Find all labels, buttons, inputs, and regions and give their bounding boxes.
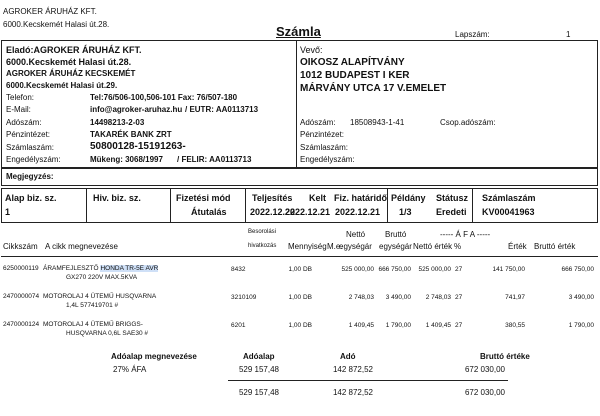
seller-email: info@agroker-aruhaz.hu <box>90 105 183 114</box>
total-tax: 142 872,52 <box>332 388 373 397</box>
notes-label: Megjegyzés: <box>6 172 54 181</box>
seller-label: Eladó:AGROKER ÁRUHÁZ KFT. <box>6 45 142 55</box>
page-number-value: 1 <box>566 30 571 39</box>
item-gross: 666 750,00 <box>378 266 411 273</box>
table-row <box>0 265 600 287</box>
item-class: 6201 <box>231 322 246 329</box>
summary-tax-label: Adó <box>340 352 356 361</box>
buyer-label: Vevő: <box>300 45 323 55</box>
summary-gross: 672 030,00 <box>464 365 505 374</box>
col-netval: Nettó érték <box>413 242 453 251</box>
buyer-address: 1012 BUDAPEST I KER <box>300 70 410 81</box>
seller-felir: / FELIR: AA0113713 <box>177 155 252 164</box>
summary-rule <box>228 380 508 381</box>
seller-address: 6000.Kecskemét Halasi út.28. <box>6 57 132 67</box>
item-qty: 1,00 DB <box>288 322 312 329</box>
item-vat: 141 750,00 <box>492 266 525 273</box>
col-net-2: egységár <box>339 242 372 251</box>
hiv-label: Hiv. biz. sz. <box>93 193 141 203</box>
fulfil-value: 2022.12.22 <box>250 207 296 217</box>
invoice-number-value: KV00041963 <box>482 207 535 217</box>
payment-label: Fizetési mód <box>176 193 231 203</box>
col-gross-2: egységár <box>379 242 412 251</box>
fulfil-label: Teljesítés <box>252 193 293 203</box>
item-netval: 525 000,00 <box>418 266 451 273</box>
item-name: MOTOROLAJ 4 ÜTEMŰ BRIGGS- <box>43 321 143 328</box>
seller-email-label: E-Mail: <box>6 105 31 114</box>
table-header-rule <box>1 256 598 257</box>
item-code: 2470000074 <box>3 293 40 300</box>
item-class: 8432 <box>231 266 246 273</box>
col-unit: M.e. <box>327 242 343 251</box>
col-class-label-1: Besorolási <box>248 229 277 235</box>
col-pct: % <box>454 242 462 251</box>
base-doc-value: 1 <box>5 207 11 217</box>
copy-label: Példány <box>391 193 426 203</box>
seller-branch-address: 6000.Kecskemét Halasi út.29. <box>6 81 118 90</box>
base-doc-label: Alap biz. sz. <box>5 193 57 203</box>
item-netval: 1 409,45 <box>425 322 451 329</box>
seller-tax-label: Adószám: <box>6 118 42 127</box>
payment-value: Átutalás <box>191 207 227 217</box>
item-grossval: 666 750,00 <box>561 266 594 273</box>
buyer-name: OIKOSZ ALAPÍTVÁNY <box>300 57 405 68</box>
item-grossval: 1 790,00 <box>568 322 594 329</box>
seller-permit: Mükeng: 3068/1997 <box>90 155 163 164</box>
seller-phone-label: Telefon: <box>6 93 35 102</box>
item-code: 2470000124 <box>3 321 40 328</box>
col-class-label-2: hivatkozás <box>248 243 277 249</box>
col-qty: Mennyiség <box>288 242 327 251</box>
info-sep-1 <box>86 188 87 223</box>
summary-base-label: Adóalap <box>243 352 275 361</box>
invoice-number-label: Számlaszám <box>482 193 536 203</box>
table-row <box>0 293 600 315</box>
seller-bank-label: Pénzintézet: <box>6 130 51 139</box>
item-net: 525 000,00 <box>341 266 374 273</box>
info-sep-2 <box>170 188 171 223</box>
item-vat: 380,55 <box>505 322 525 329</box>
item-netval: 2 748,03 <box>425 294 451 301</box>
info-sep-3 <box>245 188 246 223</box>
item-qty: 1,00 DB <box>288 294 312 301</box>
party-divider <box>296 40 297 168</box>
item-code: 6250000119 <box>3 265 39 272</box>
item-pct: 27 <box>455 322 463 329</box>
buyer-account-label: Számlaszám: <box>300 143 349 152</box>
total-gross: 672 030,00 <box>464 388 505 397</box>
item-net: 2 748,03 <box>348 294 374 301</box>
buyer-permit-label: Engedélyszám: <box>300 155 355 164</box>
seller-bank: TAKARÉK BANK ZRT <box>90 130 172 139</box>
summary-base: 529 157,48 <box>238 365 279 374</box>
col-code: Cikkszám <box>3 242 38 251</box>
buyer-group-tax-label: Csop.adószám: <box>440 118 496 127</box>
total-base: 529 157,48 <box>238 388 279 397</box>
page-title: Számla <box>276 24 321 39</box>
summary-name-label: Adóalap megnevezése <box>111 352 197 361</box>
item-name-line2: GX270 220V MAX.5KVA <box>66 274 138 281</box>
status-label: Státusz <box>436 193 469 203</box>
item-pct: 27 <box>455 266 463 273</box>
buyer-tax-label: Adószám: <box>300 118 336 127</box>
header-company: AGROKER ÁRUHÁZ KFT. <box>3 7 97 16</box>
buyer-tax: 18508943-1-41 <box>350 118 405 127</box>
item-grossval: 3 490,00 <box>568 294 594 301</box>
col-vat-header: ----- Á F A ----- <box>440 230 491 239</box>
summary-gross-label: Bruttó értéke <box>480 352 530 361</box>
item-name: MOTOROLAJ 4 ÜTEMŰ HUSQVARNA <box>43 293 157 300</box>
copy-value: 1/3 <box>399 207 412 217</box>
col-net-1: Nettó <box>346 230 366 239</box>
issued-label: Kelt <box>309 193 327 203</box>
info-sep-5 <box>472 188 473 223</box>
item-pct: 27 <box>455 294 463 301</box>
summary-rate: 27% ÁFA <box>113 365 147 374</box>
item-net: 1 409,45 <box>348 322 374 329</box>
status-value: Eredeti <box>436 207 467 217</box>
item-qty: 1,00 DB <box>288 266 312 273</box>
due-value: 2022.12.21 <box>335 207 381 217</box>
seller-phone: Tel:76/506-100,506-101 Fax: 76/507-180 <box>90 93 238 102</box>
seller-branch: AGROKER ÁRUHÁZ KECSKEMÉT <box>6 69 136 78</box>
seller-account: 50800128-15191263- <box>90 141 186 152</box>
seller-eutr: / EUTR: AA0113713 <box>185 105 259 114</box>
seller-account-label: Számlaszám: <box>6 143 55 152</box>
buyer-bank-label: Pénzintézet: <box>300 130 345 139</box>
item-name-line2: HUSQVARNA 0,6L SAE30 # <box>66 330 149 337</box>
item-vat: 741,97 <box>505 294 525 301</box>
table-row <box>0 321 600 343</box>
col-grossval: Bruttó érték <box>534 242 576 251</box>
item-name-line2: 1,4L 577419701 # <box>66 302 119 309</box>
col-name: A cikk megnevezése <box>45 242 118 251</box>
item-gross: 1 790,00 <box>385 322 411 329</box>
item-name: ÁRAMFEJLESZTŐ HONDA TR-5E AVR <box>43 265 159 272</box>
info-sep-4 <box>387 188 388 223</box>
item-class: 3210109 <box>231 294 257 301</box>
notes-box <box>1 168 598 186</box>
header-address: 6000.Kecskemét Halasi út.28. <box>3 20 110 29</box>
col-vatval: Érték <box>508 242 527 251</box>
page-number-label: Lapszám: <box>455 30 490 39</box>
due-label: Fiz. határidő <box>334 193 388 203</box>
issued-value: 2022.12.21 <box>284 207 330 217</box>
item-gross: 3 490,00 <box>385 294 411 301</box>
buyer-street: MÁRVÁNY UTCA 17 V.EMELET <box>300 83 447 94</box>
summary-tax: 142 872,52 <box>332 365 373 374</box>
col-gross-1: Bruttó <box>385 230 407 239</box>
seller-permit-label: Engedélyszám: <box>6 155 61 164</box>
seller-tax: 14498213-2-03 <box>90 118 145 127</box>
